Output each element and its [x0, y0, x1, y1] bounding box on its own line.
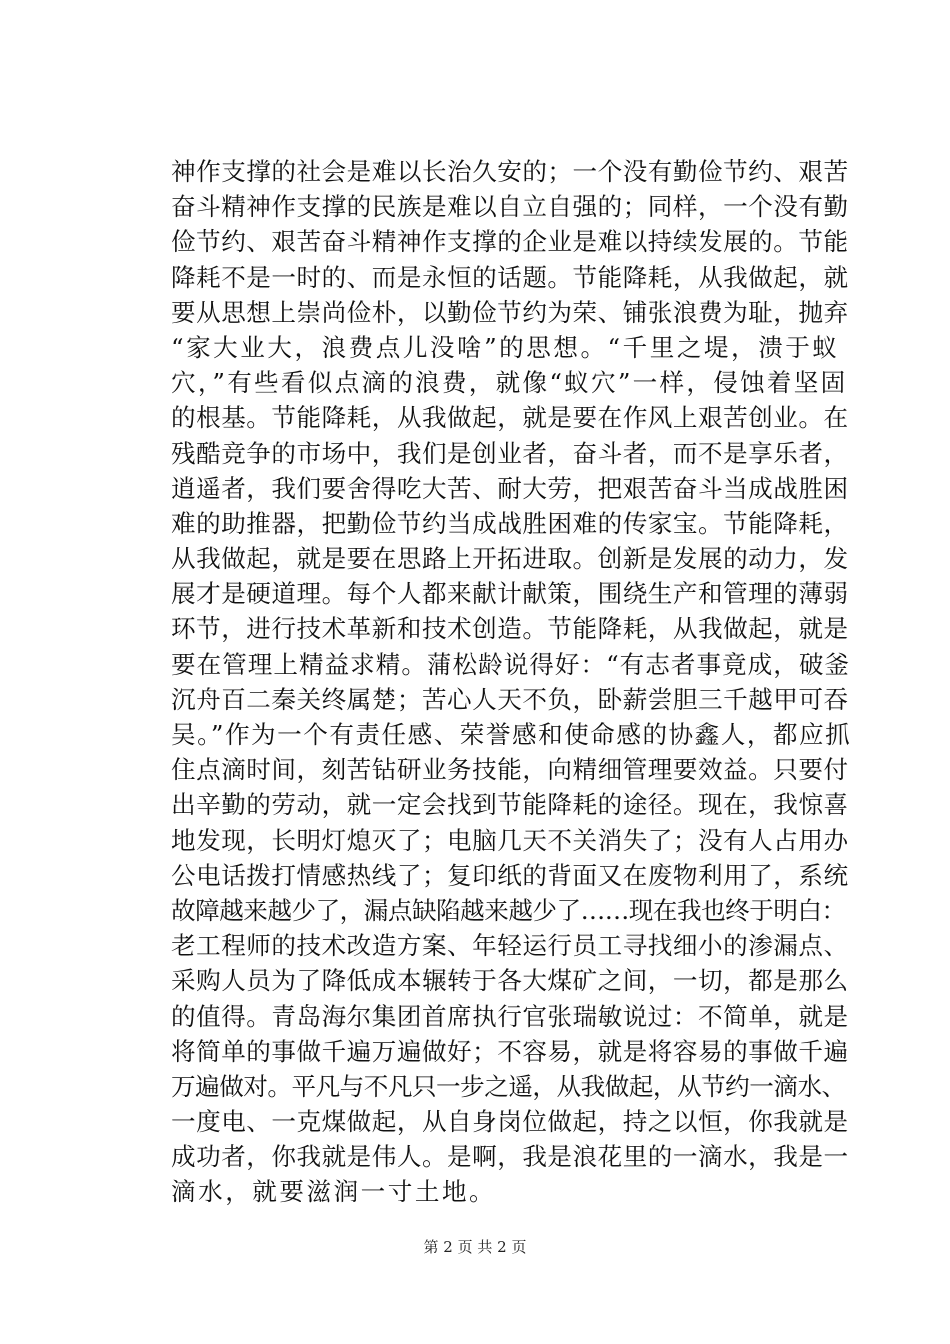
body-line: 采购人员为了降低成本辗转于各大煤矿之间，一切，都是那么	[171, 966, 849, 996]
body-line: 住点滴时间，刻苦钻研业务技能，向精细管理要效益。只要付	[171, 755, 849, 785]
body-line: “家大业大，浪费点儿没啥”的思想。“千里之堤，溃于蚁	[171, 332, 840, 362]
body-line: 吴。”作为一个有责任感、荣誉感和使命感的协鑫人，都应抓	[171, 720, 852, 749]
body-line: 要从思想上崇尚俭朴，以勤俭节约为荣、铺张浪费为耻，抛弃	[171, 297, 849, 327]
body-line: 出辛勤的劳动，就一定会找到节能降耗的途径。现在，我惊喜	[171, 790, 849, 820]
body-line: 的值得。青岛海尔集团首席执行官张瑞敏说过：不简单，就是	[171, 1001, 849, 1031]
body-line: 俭节约、艰苦奋斗精神作支撑的企业是难以持续发展的。节能	[171, 227, 849, 257]
body-line: 展才是硬道理。每个人都来献计献策，围绕生产和管理的薄弱	[171, 579, 849, 609]
body-line: 逍遥者，我们要舍得吃大苦、耐大劳，把艰苦奋斗当成战胜困	[171, 473, 849, 503]
body-text	[171, 154, 851, 1210]
body-line: 奋斗精神作支撑的民族是难以自立自强的；同样，一个没有勤	[171, 192, 849, 222]
page-footer: 第 2 页 共 2 页	[423, 1238, 527, 1256]
body-line: 环节，进行技术革新和技术创造。节能降耗，从我做起，就是	[171, 614, 849, 644]
body-line: 地发现，长明灯熄灭了；电脑几天不关消失了；没有人占用办	[171, 825, 849, 855]
body-line: 穴，”有些看似点滴的浪费，就像“蚁穴”一样，侵蚀着坚固	[171, 368, 848, 398]
body-line: 难的助推器，把勤俭节约当成战胜困难的传家宝。节能降耗，	[171, 508, 849, 538]
body-line: 滴水，就要滋润一寸土地。	[171, 1177, 497, 1207]
body-line: 老工程师的技术改造方案、年轻运行员工寻找细小的渗漏点、	[171, 931, 849, 961]
body-line: 的根基。节能降耗，从我做起，就是要在作风上艰苦创业。在	[171, 403, 849, 433]
body-line: 将简单的事做千遍万遍做好；不容易，就是将容易的事做千遍	[171, 1036, 849, 1066]
body-line: 残酷竞争的市场中，我们是创业者，奋斗者，而不是享乐者，	[171, 438, 849, 468]
body-line: 故障越来越少了，漏点缺陷越来越少了……现在我也终于明白：	[171, 895, 846, 925]
body-line: 成功者，你我就是伟人。是啊，我是浪花里的一滴水，我是一	[171, 1142, 849, 1172]
body-line: 公电话拨打情感热线了；复印纸的背面又在废物利用了，系统	[171, 860, 849, 890]
body-line: 一度电、一克煤做起，从自身岗位做起，持之以恒，你我就是	[171, 1107, 849, 1137]
body-line: 从我做起，就是要在思路上开拓进取。创新是发展的动力，发	[171, 544, 849, 574]
body-line: 降耗不是一时的、而是永恒的话题。节能降耗，从我做起，就	[171, 262, 849, 292]
body-line: 万遍做对。平凡与不凡只一步之遥，从我做起，从节约一滴水、	[171, 1071, 846, 1101]
body-line: 沉舟百二秦关终属楚；苦心人天不负，卧薪尝胆三千越甲可吞	[171, 684, 849, 714]
body-line: 要在管理上精益求精。蒲松龄说得好：“有志者事竟成，破釜	[171, 649, 851, 679]
body-line: 神作支撑的社会是难以长治久安的；一个没有勤俭节约、艰苦	[171, 157, 849, 186]
